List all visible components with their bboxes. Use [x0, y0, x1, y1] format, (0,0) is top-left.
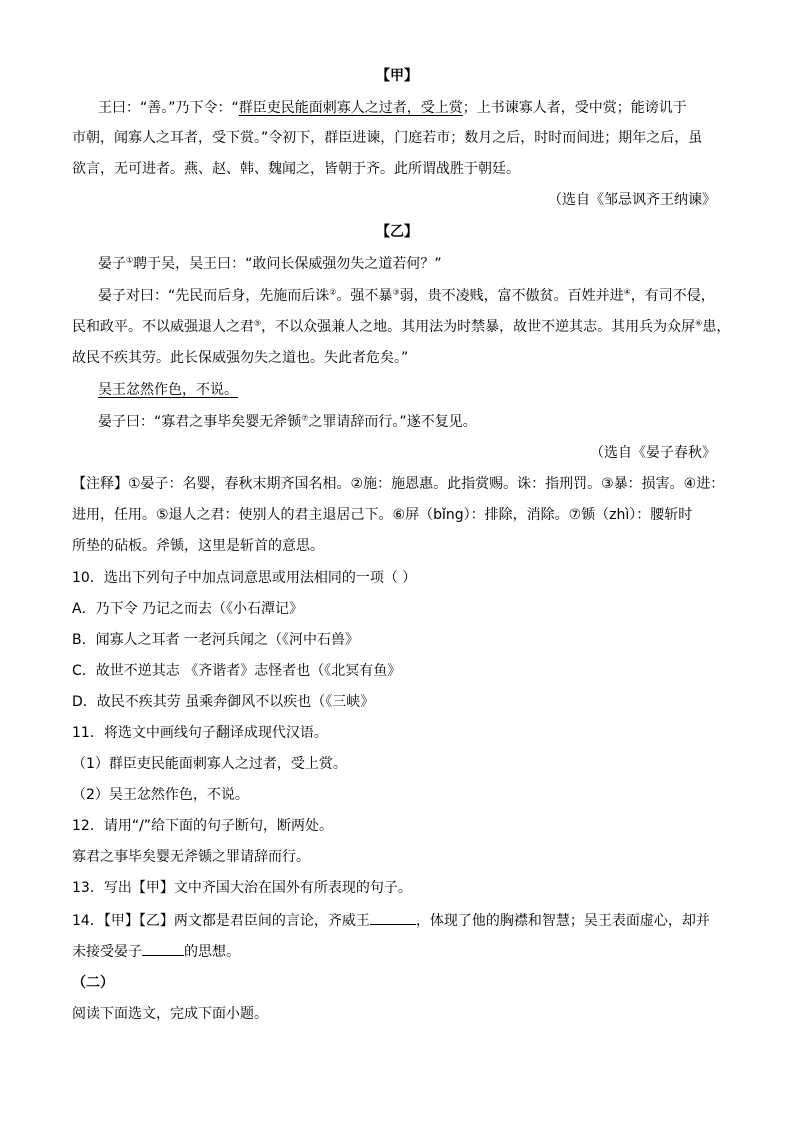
note-ref-5: ⑤ [254, 318, 262, 328]
underlined-sentence-1: 群臣吏民能面刺寡人之过者，受上赏 [238, 100, 463, 116]
notes-line-3: 所垫的砧板。斧锧，这里是斩首的意思。 [72, 538, 324, 554]
note-ref-1: ① [126, 255, 134, 265]
question-11-part-1: （1）群臣吏民能面刺寡人之过者，受上赏。 [72, 756, 347, 772]
question-14-line-1: 14．【甲】【乙】两文都是君臣间的言论，齐威王 ，体现了他的胸襟和智慧；吴王表面虚心，却并 [72, 910, 710, 931]
notes-line-1: 【注释】①晏子：名婴，春秋末期齐国名相。②施：施恩惠。此指赏赐。诛：指刑罚。③暴：损害。④进： [72, 476, 725, 492]
note-ref-7: ⑦ [301, 413, 309, 423]
question-14-line-2: 未接受晏子 的思想。 [72, 941, 240, 962]
jia-heading: 【甲】 [376, 68, 418, 84]
question-10-option-d: D．故民不疾其劳 虽乘奔御风不以疾也（《三峡》 [72, 694, 375, 710]
yi-line-1: 晏子①聘于吴，吴王曰：“敢问长保威强勿失之道若何？” [98, 255, 442, 272]
question-13: 13．写出【甲】文中齐国大治在国外有所表现的句子。 [72, 880, 412, 896]
question-10-option-c: C．故世不逆其志 《齐谐者》志怪者也（《北冥有鱼》 [72, 663, 402, 679]
yi-heading: 【乙】 [376, 224, 418, 240]
yi-line-6: 晏子曰：“寡君之事毕矣婴无斧锧⑦之罪请辞而行。”遂不复见。 [98, 413, 477, 430]
question-11-part-2: （2）吴王忿然作色，不说。 [72, 787, 249, 803]
yi-source: （选自《晏子春秋》 [590, 445, 716, 461]
question-12-sentence: 寡君之事毕矣婴无斧锧之罪请辞而行。 [72, 849, 310, 865]
note-ref-4: ④ [623, 287, 631, 297]
notes-line-2: 进用，任用。⑤退人之君：使别人的君主退居己下。⑥屏（bǐng）：排除，消除。⑦锧（zhì）：腰斩时 [72, 507, 693, 523]
yi-line-3: 民和政平。不以威强退人之君⑤，不以众强兼人之地。其用法为时禁暴，故世不逆其志。其用兵为众屏⑥患， [72, 318, 731, 335]
question-11: 11．将选文中画线句子翻译成现代汉语。 [72, 725, 328, 741]
question-10-option-b: B．闻寡人之耳者 一老河兵闻之（《河中石兽》 [72, 632, 360, 648]
underlined-sentence-2: 吴王忿然作色，不说。 [98, 382, 238, 398]
note-ref-2: ② [329, 287, 337, 297]
answer-blank-2[interactable] [142, 941, 184, 956]
jia-paragraph-line-2: 市朝，闻寡人之耳者，受下赏。”令初下，群臣进谏，门庭若市；数月之后，时时而间进；期年之后，虽 [72, 130, 703, 146]
jia-paragraph-line-1: 王曰：“善。”乃下令：“群臣吏民能面刺寡人之过者，受上赏；上书谏寡人者，受中赏；能谤讥于 [98, 100, 687, 116]
note-ref-3: ③ [392, 287, 400, 297]
section-label: （二） [72, 975, 114, 991]
question-10: 10．选出下列句子中加点词意思或用法相同的一项（ ） [72, 570, 417, 586]
answer-blank-1[interactable] [370, 910, 416, 925]
question-10-option-a: A．乃下令 乃记之而去（《小石潭记》 [72, 601, 304, 617]
yi-line-2: 晏子对曰：“先民而后身，先施而后诛②。强不暴③弱，贵不凌贱，富不傲贫。百姓并进④，有司不侵， [98, 287, 715, 304]
jia-paragraph-line-3: 欲言，无可进者。燕、赵、韩、魏闻之，皆朝于齐。此所谓战胜于朝廷。 [72, 161, 520, 177]
question-12: 12．请用“/”给下面的句子断句，断两处。 [72, 818, 334, 834]
note-ref-6: ⑥ [695, 318, 703, 328]
section-instruction: 阅读下面选文，完成下面小题。 [72, 1006, 268, 1022]
yi-line-4: 故民不疾其劳。此长保威强勿失之道也。失此者危矣。” [72, 350, 409, 366]
jia-source: （选自《邹忌讽齐王纳谏》 [548, 192, 716, 208]
